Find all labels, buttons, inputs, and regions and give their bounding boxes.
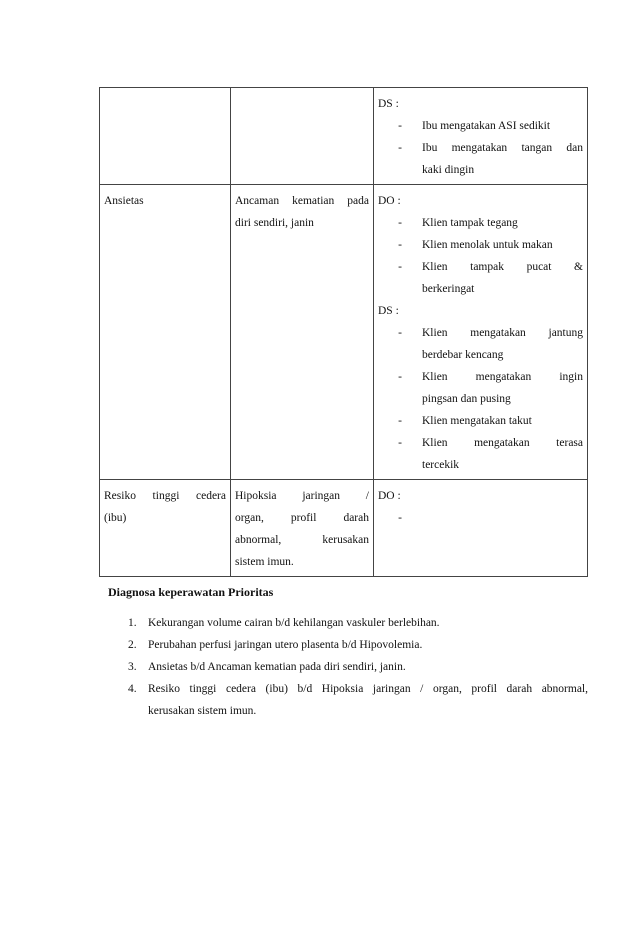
table-row <box>100 185 588 480</box>
list-item: - Klien mengatakan ingin pingsan dan pusing <box>378 366 583 410</box>
problem-cell <box>100 88 231 185</box>
data-cell <box>374 185 588 480</box>
list-item: - Ibu mengatakan ASI sedikit <box>378 115 583 137</box>
dash-marker: - <box>398 261 402 273</box>
data-cell <box>374 88 588 185</box>
do-label: DO : <box>378 490 401 502</box>
etiology-cell: Hipoksia jaringan / organ, profil darah abnormal, kerusakan sistem imun. <box>231 480 374 577</box>
list-item: - Klien tampak tegang <box>378 212 583 234</box>
list-item <box>378 507 583 529</box>
dash-marker: - <box>398 437 402 449</box>
list-item <box>128 634 588 656</box>
list-item: - Klien tampak pucat & berkeringat <box>378 256 583 300</box>
data-cell <box>374 480 588 577</box>
list-item: - Klien menolak untuk makan <box>378 234 583 256</box>
list-item: - Klien mengatakan terasa tercekik <box>378 432 583 476</box>
problem-cell: Ansietas <box>100 185 231 480</box>
dash-marker: - <box>398 239 402 251</box>
list-item <box>128 656 588 678</box>
item-number: 2. <box>128 639 137 651</box>
dash-marker: - <box>398 371 402 383</box>
item-number: 4. <box>128 683 137 695</box>
item-number: 3. <box>128 661 137 673</box>
dash-marker: - <box>398 512 402 524</box>
etiology-cell: Ancaman kematian pada diri sendiri, janin <box>231 185 374 480</box>
dash-marker: - <box>398 120 402 132</box>
dash-marker: - <box>398 217 402 229</box>
item-number: 1. <box>128 617 137 629</box>
item-text: Ansietas b/d Ancaman kematian pada diri sendiri, janin. <box>148 661 406 673</box>
table-row <box>100 88 588 185</box>
problem-cell: Resiko tinggi cedera (ibu) <box>100 480 231 577</box>
list-item: - Ibu mengatakan tangan dan kaki dingin <box>378 137 583 181</box>
dash-marker: - <box>398 327 402 339</box>
diagnosis-list <box>128 612 588 722</box>
etiology-cell <box>231 88 374 185</box>
do-label: DO : <box>378 195 401 207</box>
item-text: Resiko tinggi cedera (ibu) b/d Hipoksia jaringan / organ, profil darah abnormal, kerusakan sistem imun. <box>148 683 588 717</box>
ds-label: DS : <box>378 305 399 317</box>
item-text: Kekurangan volume cairan b/d kehilangan vaskuler berlebihan. <box>148 617 440 629</box>
section-heading: Diagnosa keperawatan Prioritas <box>108 585 274 599</box>
list-item <box>128 612 588 634</box>
list-item: - Klien mengatakan takut <box>378 410 583 432</box>
assessment-table <box>99 87 588 577</box>
dash-marker: - <box>398 142 402 154</box>
list-item: - Klien mengatakan jantung berdebar kencang <box>378 322 583 366</box>
table-row <box>100 480 588 577</box>
ds-label: DS : <box>378 98 399 110</box>
item-text: Perubahan perfusi jaringan utero plasenta b/d Hipovolemia. <box>148 639 423 651</box>
dash-marker: - <box>398 415 402 427</box>
list-item <box>128 678 588 722</box>
